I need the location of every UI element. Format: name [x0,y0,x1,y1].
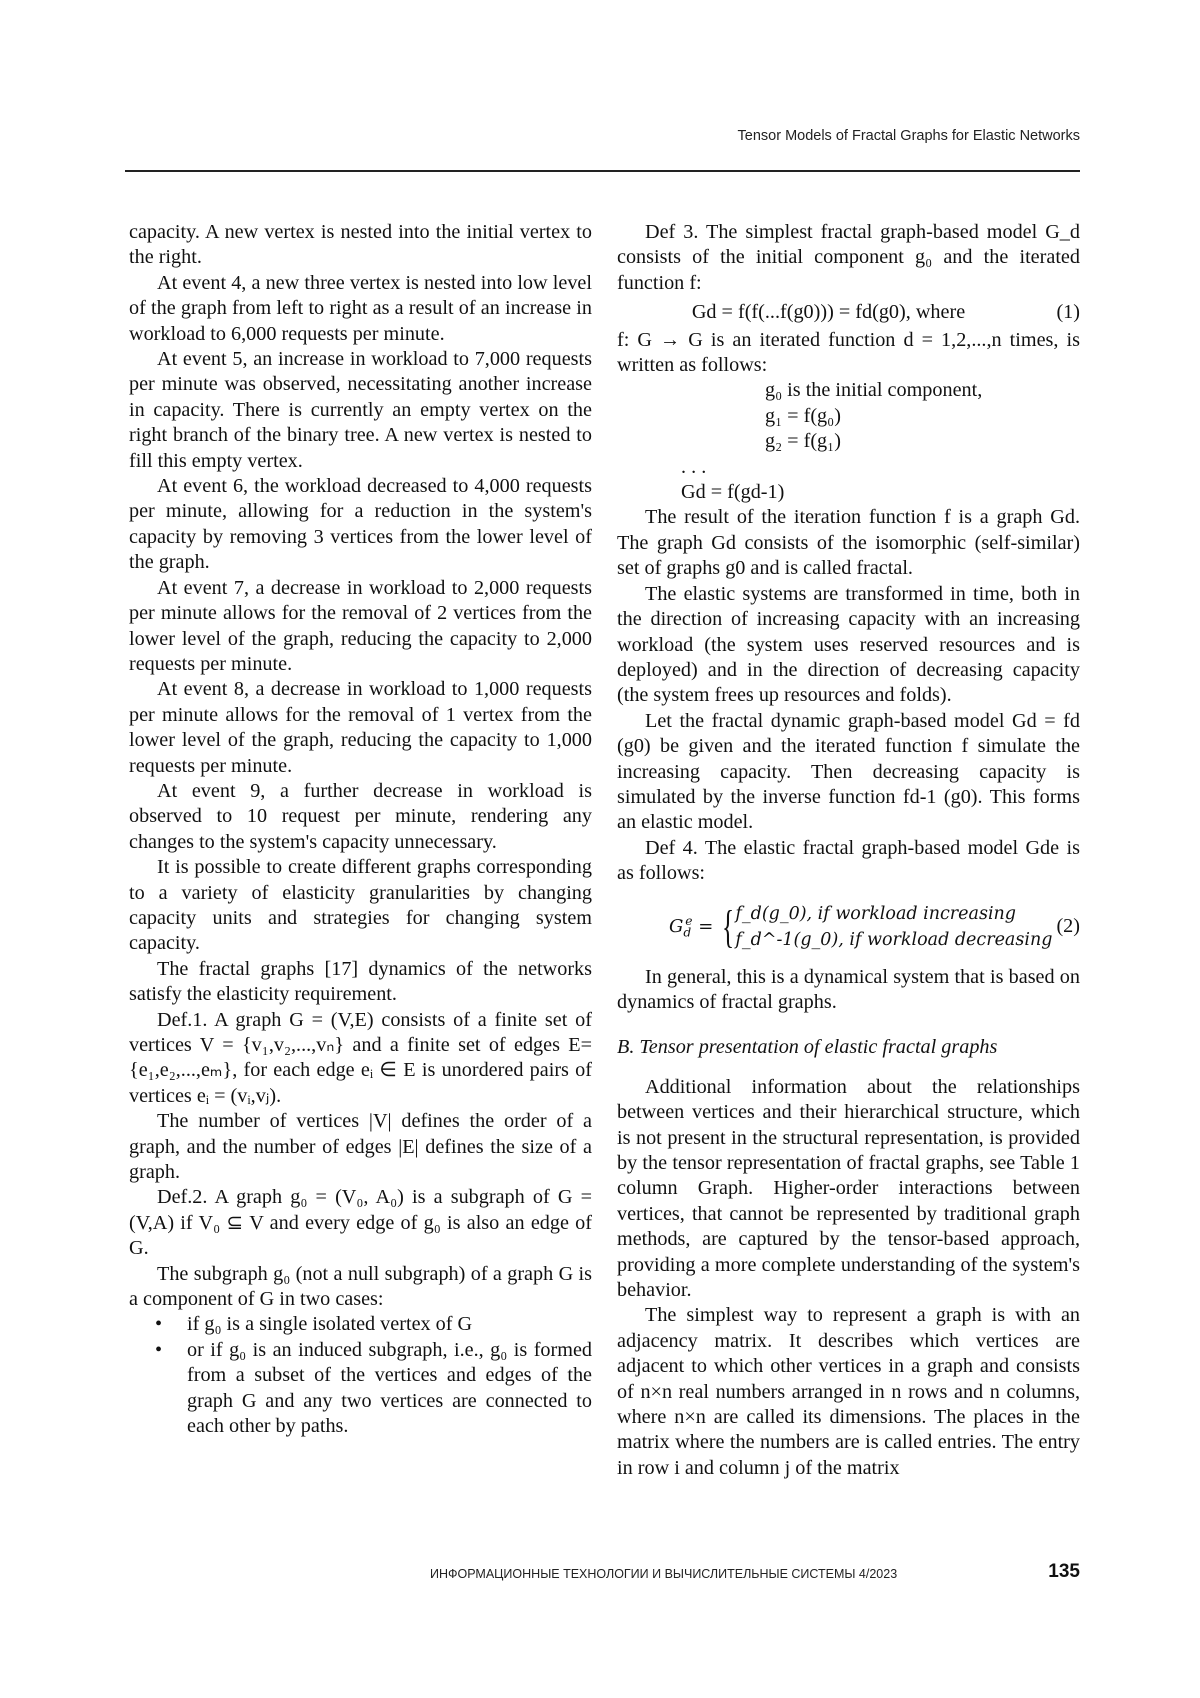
section-heading: B. Tensor presentation of elastic fractal graphs [617,1036,998,1059]
equation-1 [617,300,1080,325]
list-item-text: if g₀ is a single isolated vertex of G [187,1313,473,1336]
paragraph: At event 6, the workload decreased to 4,000 requests per minute, allowing for a reduction in the system's capacity by removing 3 vertices from the lower level of the graph. [129,475,592,574]
paragraph: At event 5, an increase in workload to 7,000 requests per minute was observed, necessitating another increase in capacity. There is currently an empty vertex on the right branch of the binary tree. A new vertex is nested to fill this empty vertex. [129,348,592,472]
paragraph: At event 9, a further decrease in workload is observed to 10 request per minute, rendering any changes to the system's capacity unnecessary. [129,779,592,853]
paragraph: capacity. A new vertex is nested into the initial vertex to the right. [129,221,592,269]
paragraph: The fractal graphs [17] dynamics of the networks satisfy the elasticity requirement. [129,957,592,1006]
equation-body: Gd = f(f(...f(g0))) = fd(g0), where [691,301,966,324]
paragraph: The simplest way to represent a graph is with an adjacency matrix. It describes which vertices are adjacent to which other vertices in a graph and consists of n×n real numbers arranged in n rows and n columns, where n×n are called its dimensions. The places in the matrix where the numbers are is called entries. The entry in row i and column j of the matrix [617,1304,1080,1479]
bullet-icon: • [155,1313,163,1336]
paragraph: At event 4, a new three vertex is nested into low level of the graph from left to right as a result of an increase in workload to 6,000 requests per minute. [129,271,592,345]
header-rule [125,170,1080,172]
iteration-line: g₁ = f(g₀) [765,404,841,427]
journal-footer: ИНФОРМАЦИОННЫЕ ТЕХНОЛОГИИ И ВЫЧИСЛИТЕЛЬНЫЕ СИСТЕМЫ 4/2023 [430,1567,898,1581]
definition-2: Def.2. A graph g₀ = (V₀, A₀) is a subgraph of G = (V,A) if V₀ ⊆ V and every edge of g₀ is also an edge of G. [129,1186,592,1260]
iteration-line: g₀ is the initial component, [765,379,983,402]
paragraph: At event 7, a decrease in workload to 2,000 requests per minute allows for the removal of 2 vertices from the lower level of the graph, reducing the capacity to 2,000 requests per minute. [129,576,592,675]
paragraph: It is possible to create different graphs corresponding to a variety of elasticity granularities by changing capacity units and strategies for changing system capacity. [129,856,592,955]
list-item [129,1312,592,1337]
list-item [129,1338,592,1440]
paragraph: The result of the iteration function f is a graph Gd. The graph Gd consists of the isomorphic (self-similar) set of graphs g0 and is called fractal. [617,506,1080,580]
ellipsis: . . . [681,455,707,478]
definition-4: Def 4. The elastic fractal graph-based model Gde is as follows: [617,836,1080,885]
paragraph: At event 8, a decrease in workload to 1,000 requests per minute allows for the removal of 1 vertex from the lower level of the graph, reducing the capacity to 1,000 requests per minute. [129,678,592,777]
case-decreasing: f_d^-1(g_0), if workload decreasing [735,929,1053,950]
left-column [129,220,592,1440]
brace-icon: { [722,900,735,952]
paragraph: The number of vertices |V| defines the order of a graph, and the number of edges |E| defines the size of a graph. [129,1110,592,1184]
definition-1: Def.1. A graph G = (V,E) consists of a finite set of vertices V = {v₁,v₂,...,vₙ} and a finite set of edges E={e₁,e₂,...,eₘ}, for each edge eᵢ ∈ E is unordered pairs of vertices eᵢ = (vᵢ,vⱼ). [129,1008,592,1107]
definition-3: Def 3. The simplest fractal graph-based model G_d consists of the initial component g₀ and the iterated function f: [617,221,1080,294]
equation-lhs: $G_d^e$ = [669,913,714,940]
paragraph: The elastic systems are transformed in time, both in the direction of increasing capacity with an increasing workload (the system uses reserved resources and is deployed) and in the direction of decreasing capacity (the system frees up resources and folds). [617,582,1080,707]
case-increasing: f_d(g_0), if workload increasing [735,903,1017,924]
equation-cases [735,901,1052,953]
running-title: Tensor Models of Fractal Graphs for Elastic Networks [737,128,1080,144]
bullet-icon: • [155,1338,163,1361]
paragraph: f: G → G is an iterated function d = 1,2,...,n times, is written as follows: [617,328,1080,377]
equation-number: (1) [1056,301,1080,324]
paragraph: The subgraph g₀ (not a null subgraph) of a graph G is a component of G in two cases: [129,1262,592,1311]
right-column [617,220,1080,1481]
page-number: 135 [1048,1561,1080,1582]
paragraph: In general, this is a dynamical system that is based on dynamics of fractal graphs. [617,965,1080,1013]
list-item-text: or if g₀ is an induced subgraph, i.e., g₀ is formed from a subset of the vertices and edges of the graph G and any two vertices are connected to each other by paths. [187,1338,592,1438]
iteration-line: Gd = f(gd-1) [681,481,785,504]
equation-2 [617,901,1080,953]
iteration-line: g₂ = f(g₁) [765,430,841,453]
paragraph: Additional information about the relationships between vertices and their hierarchical structure, which is not present in the structural representation, is provided by the tensor representation of fractal graphs, see Table 1 column Graph. Higher-order interactions between vertices, that cannot be represented by traditional graph methods, are captured by the tensor-based approach, providing a more complete understanding of the system's behavior. [617,1075,1080,1302]
paragraph: Let the fractal dynamic graph-based model Gd = fd (g0) be given and the iterated function f simulate the increasing capacity. Then decreasing capacity is simulated by the inverse function fd-1 (g0). This forms an elastic model. [617,709,1080,834]
bullet-list [129,1312,592,1337]
equation-number: (2) [1056,914,1080,937]
